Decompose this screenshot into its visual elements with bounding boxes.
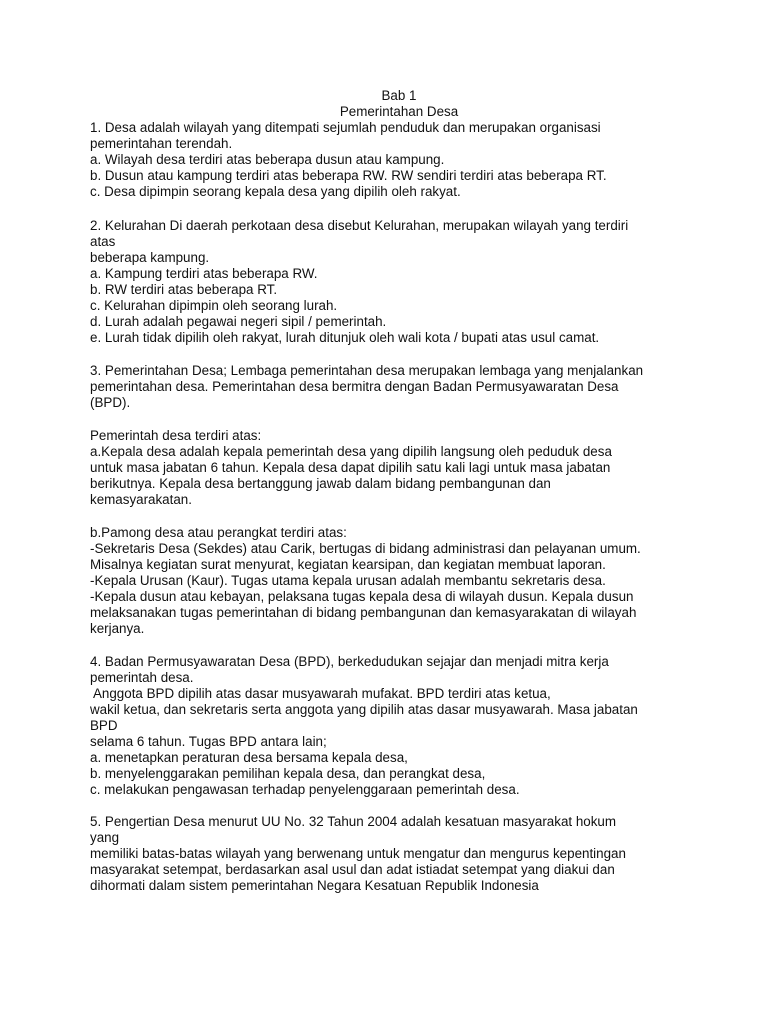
text-line: a. Kampung terdiri atas beberapa RW. [90, 266, 318, 281]
text-line: Misalnya kegiatan surat menyurat, kegiatan kearsipan, dan kegiatan membuat laporan. [90, 557, 606, 572]
text-line: d. Lurah adalah pegawai negeri sipil / pemerintah. [90, 314, 387, 329]
text-line: 1. Desa adalah wilayah yang ditempati sejumlah penduduk dan merupakan organisasi [90, 120, 601, 135]
text-line: -Kepala Urusan (Kaur). Tugas utama kepala urusan adalah membantu sekretaris desa. [90, 573, 606, 588]
document-subtitle: Pemerintahan Desa [339, 104, 459, 119]
text-line: (BPD). [90, 395, 131, 410]
text-line: c. melakukan pengawasan terhadap penyelenggaraan pemerintah desa. [90, 782, 520, 797]
text-line: c. Desa dipimpin seorang kepala desa yang dipilih oleh rakyat. [90, 184, 461, 199]
text-line: a.Kepala desa adalah kepala pemerintah desa yang dipilih langsung oleh peduduk desa [90, 444, 612, 459]
text-line: -Kepala dusun atau kebayan, pelaksana tugas kepala desa di wilayah dusun. Kepala dusun [90, 589, 634, 604]
text-line: b. Dusun atau kampung terdiri atas beberapa RW. RW sendiri terdiri atas beberapa RT. [90, 168, 607, 183]
text-line: memiliki batas-batas wilayah yang berwenang untuk mengatur dan mengurus kepentingan [90, 846, 626, 861]
text-line: pemerintahan desa. Pemerintahan desa bermitra dengan Badan Permusyawaratan Desa [90, 379, 619, 394]
text-line: 5. Pengertian Desa menurut UU No. 32 Tahun 2004 adalah kesatuan masyarakat hokum [90, 814, 617, 829]
text-line: atas [90, 234, 116, 249]
text-line: a. Wilayah desa terdiri atas beberapa dusun atau kampung. [90, 152, 445, 167]
text-line: b. RW terdiri atas beberapa RT. [90, 282, 278, 297]
text-line: berikutnya. Kepala desa bertanggung jawab dalam bidang pembangunan dan [90, 476, 551, 491]
text-line: a. menetapkan peraturan desa bersama kepala desa, [90, 750, 408, 765]
text-line: masyarakat setempat, berdasarkan asal usul dan adat istiadat setempat yang diakui dan [90, 862, 615, 877]
text-line: Anggota BPD dipilih atas dasar musyawarah mufakat. BPD terdiri atas ketua, [90, 686, 551, 701]
text-line: beberapa kampung. [90, 250, 210, 265]
text-line: b.Pamong desa atau perangkat terdiri atas: [90, 525, 347, 540]
text-line: dihormati dalam sistem pemerintahan Negara Kesatuan Republik Indonesia [90, 878, 539, 893]
text-line: -Sekretaris Desa (Sekdes) atau Carik, bertugas di bidang administrasi dan pelayanan umum. [90, 541, 641, 556]
text-line: melaksanakan tugas pemerintahan di bidang pembangunan dan kemasyarakatan di wilayah [90, 605, 637, 620]
text-line: kerjanya. [90, 621, 145, 636]
text-line: pemerintah desa. [90, 670, 194, 685]
text-line: e. Lurah tidak dipilih oleh rakyat, lurah ditunjuk oleh wali kota / bupati atas usul camat. [90, 330, 600, 345]
text-line: pemerintahan terendah. [90, 136, 233, 151]
text-line: Pemerintah desa terdiri atas: [90, 428, 262, 443]
text-line: wakil ketua, dan sekretaris serta anggota yang dipilih atas dasar musyawarah. Masa jabatan [90, 702, 638, 717]
text-line: c. Kelurahan dipimpin oleh seorang lurah. [90, 298, 338, 313]
text-line: kemasyarakatan. [90, 492, 192, 507]
text-line: selama 6 tahun. Tugas BPD antara lain; [90, 734, 327, 749]
text-line: 4. Badan Permusyawaratan Desa (BPD), berkedudukan sejajar dan menjadi mitra kerja [90, 654, 609, 669]
text-line: b. menyelenggarakan pemilihan kepala desa, dan perangkat desa, [90, 766, 486, 781]
text-line: 2. Kelurahan Di daerah perkotaan desa disebut Kelurahan, merupakan wilayah yang terdiri [90, 218, 629, 233]
text-line: untuk masa jabatan 6 tahun. Kepala desa dapat dipilih satu kali lagi untuk masa jabatan [90, 460, 611, 475]
text-line: yang [90, 830, 120, 845]
document-title: Bab 1 [381, 88, 417, 103]
text-line: BPD [90, 718, 118, 733]
text-line: 3. Pemerintahan Desa; Lembaga pemerintahan desa merupakan lembaga yang menjalankan [90, 363, 644, 378]
